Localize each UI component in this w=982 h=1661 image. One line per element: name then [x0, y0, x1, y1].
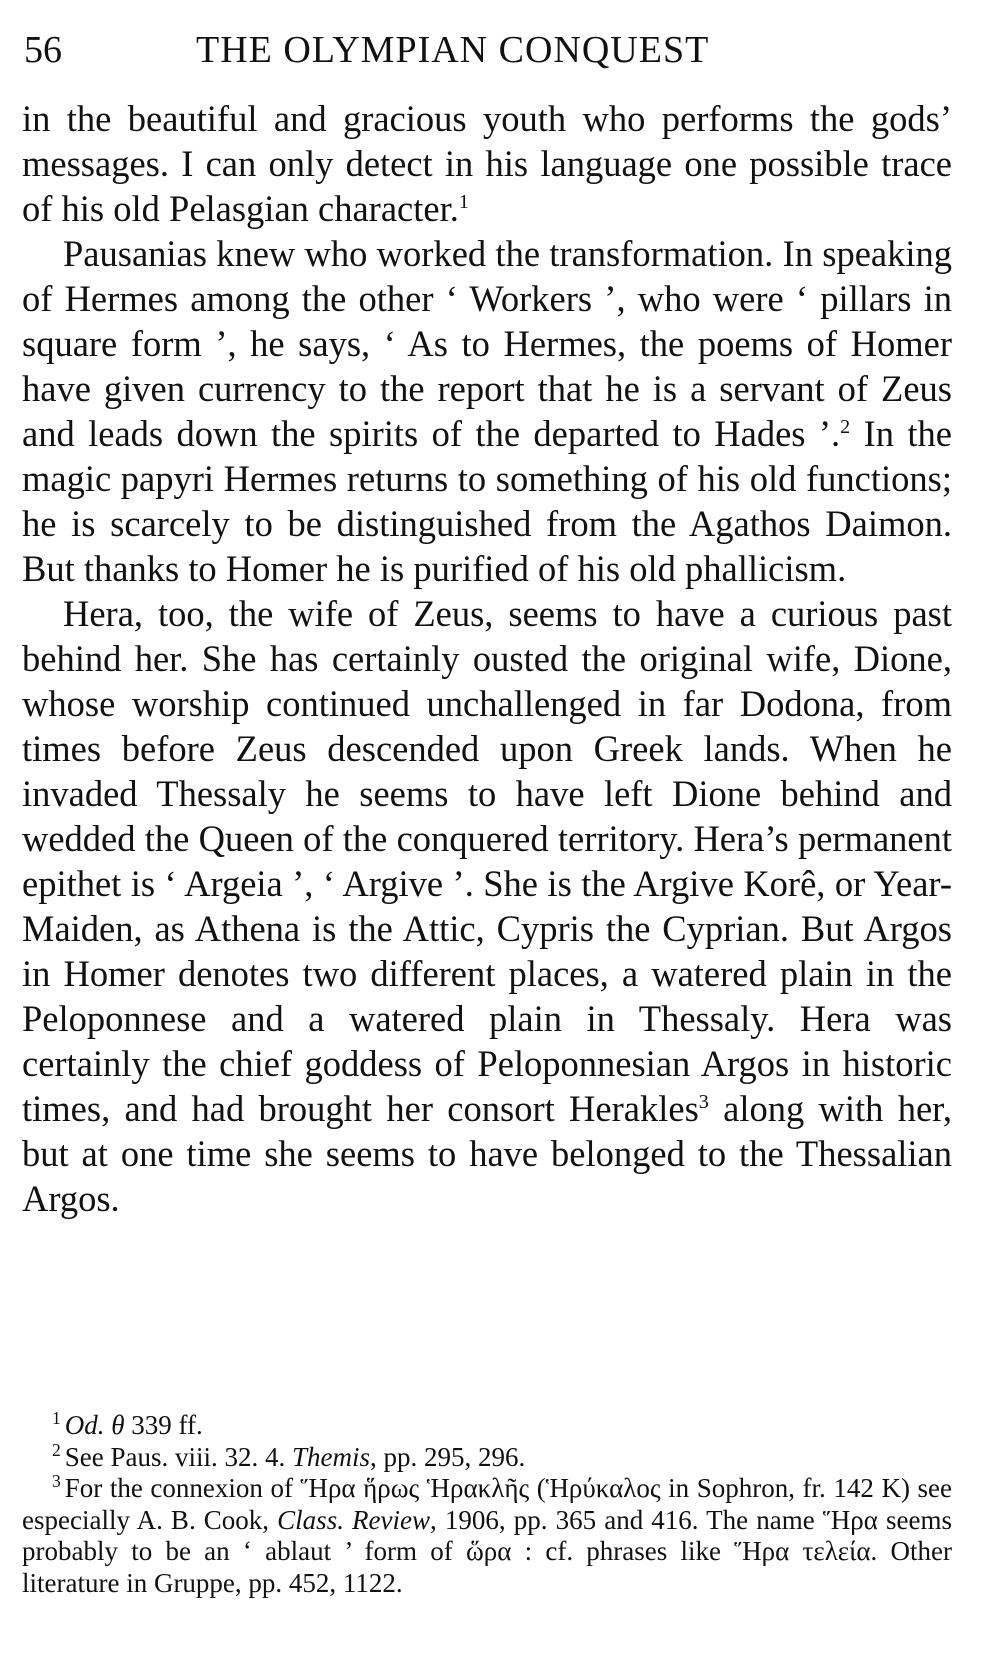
footnote-1 [22, 1410, 952, 1442]
footnote-number: 2 [52, 1439, 61, 1460]
footnote-text: , 1906, pp. 365 and 416. The name Ἥρα seems probably to be an ‘ ablaut ’ form of ὥρα : cf. phrases like Ἥρα τελεία. Other literature in Gruppe, pp. 452, 1122. [22, 1504, 952, 1598]
footnote-text: , pp. 295, 296. [370, 1441, 526, 1472]
page-number: 56 [24, 29, 62, 71]
footnote-number: 3 [52, 1471, 61, 1491]
note-ref-1: 1 [458, 190, 469, 213]
footnotes [22, 1410, 952, 1599]
paragraph-3 [22, 591, 952, 1221]
note-ref-2: 2 [840, 415, 851, 438]
running-head [22, 20, 952, 80]
paragraph-1 [22, 96, 952, 231]
footnote-number: 1 [52, 1408, 61, 1428]
footnote-citation: Themis [292, 1441, 371, 1472]
footnote-text: See Paus. viii. 32. 4. [64, 1441, 293, 1472]
footnote-text: For the connexion of Ἥρα ἥρως Ἡρακλῆς (Ἡρύκαλος in Sophron, fr. 142 K) see especially A. B. Cook, [22, 1473, 952, 1535]
paragraph-2-text-b: In the magic papyri Hermes returns to something of his old functions; he is scarcely to be distinguished from the Agathos Daimon. But thanks to Homer he is purified of his old phallicism. [22, 413, 952, 589]
paragraph-3-text-b: along with her, but at one time she seems to have belonged to the Thessalian Argos. [22, 1088, 952, 1219]
footnote-citation: Class. Review [277, 1504, 431, 1535]
body-text [22, 96, 952, 1221]
paragraph-2-text-a: Pausanias knew who worked the transformation. In speaking of Hermes among the other ‘ Workers ’, who were ‘ pillars in square form ’, he says, ‘ As to Hermes, the poems of Homer have given currency to the report that he is a servant of Zeus and leads down the spirits of the departed to Hades ’. [22, 233, 952, 454]
note-ref-3: 3 [698, 1090, 709, 1113]
paragraph-3-text-a: Hera, too, the wife of Zeus, seems to have a curious past behind her. She has certainly ousted the original wife, Dione, whose worship continued unchallenged in far Dodona, from times before Zeus descended upon Greek lands. When he invaded Thessaly he seems to have left Dione behind and wedded the Queen of the conquered territory. Hera’s permanent epithet is ‘ Argeia ’, ‘ Argive ’. She is the Argive Korê, or Year-Maiden, as Athena is the Attic, Cypris the Cyprian. But Argos in Homer denotes two different places, a watered plain in the Peloponnese and a watered plain in Thessaly. Hera was certainly the chief goddess of Peloponnesian Argos in historic times, and had brought her consort Herakles [22, 593, 952, 1129]
paragraph-2 [22, 231, 952, 591]
running-title: THE OLYMPIAN CONQUEST [196, 29, 710, 71]
paragraph-1-text: in the beautiful and gracious youth who performs the gods’ messages. I can only detect in his language one possible trace of his old Pelasgian character. [22, 98, 952, 229]
footnote-2 [22, 1439, 952, 1474]
footnote-text: 339 ff. [124, 1410, 203, 1440]
footnote-3 [22, 1473, 952, 1599]
footnote-citation: Od. θ [64, 1410, 125, 1440]
